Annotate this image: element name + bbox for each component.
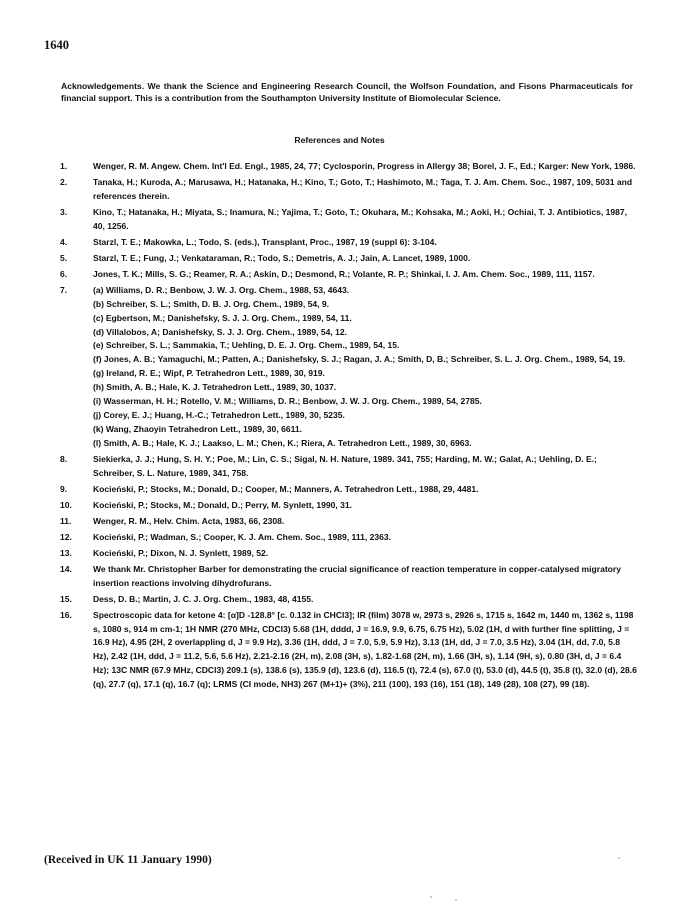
acknowledgements-paragraph <box>61 81 633 104</box>
reference-item <box>60 206 638 234</box>
reference-item <box>60 483 638 497</box>
reference-item <box>60 563 638 591</box>
reference-item <box>60 176 638 204</box>
acknowledgements-text: We thank the Science and Engineering Research Council, the Wolfson Foundation, and Fisons Pharmaceuticals for financial support. This is a contribution from the Southampton University Institute of Biomolecular Science. <box>61 81 633 103</box>
reference-text: Kocieński, P.; Stocks, M.; Donald, D.; Perry, M. Synlett, 1990, 31. <box>93 499 353 510</box>
reference-number: 6. <box>60 268 68 279</box>
reference-number: 1. <box>60 161 68 171</box>
acknowledgements-heading: Acknowledgements. <box>61 81 145 91</box>
reference-item <box>60 499 638 513</box>
reference-text: (l) Smith, A. B.; Hale, K. J.; Laakso, L. M.; Chen, K.; Riera, A. Tetrahedron Lett., 1989, 30, 6963. <box>93 437 472 448</box>
reference-number: 9. <box>60 483 68 494</box>
received-date: (Received in UK 11 January 1990) <box>44 854 212 866</box>
reference-text: (e) Schreiber, S. L.; Sammakia, T.; Uehling, D. E. J. Org. Chem., 1989, 54, 15. <box>93 340 400 351</box>
reference-item <box>60 593 638 607</box>
reference-text: Kino, T.; Hatanaka, H.; Miyata, S.; Inamura, N.; Yajima, T.; Goto, T.; Okuhara, M.; Kohsaka, M.; Aoki, H.; Ochiai, T. J. Antibiotics, 1987, 40, 1256. <box>93 206 627 231</box>
reference-number: 12. <box>60 531 72 542</box>
reference-item <box>60 515 638 529</box>
reference-text: (k) Wang, Zhaoyin Tetrahedron Lett., 1989, 30, 6611. <box>93 423 302 434</box>
reference-item <box>60 268 638 282</box>
scan-speck <box>618 857 620 859</box>
reference-item <box>60 252 638 266</box>
reference-number: 13. <box>60 547 72 558</box>
reference-text: Starzl, T. E.; Makowka, L.; Todo, S. (eds.), Transplant, Proc., 1987, 19 (suppl 6): 3-104. <box>93 236 437 247</box>
reference-item <box>60 547 638 561</box>
reference-text: Dess, D. B.; Martin, J. C. J. Org. Chem., 1983, 48, 4155. <box>93 593 314 604</box>
page-number: 1640 <box>44 38 69 52</box>
reference-number: 8. <box>60 453 68 464</box>
reference-number: 11. <box>60 515 72 526</box>
reference-text: (d) Villalobos, A; Danishefsky, S. J. J. Org. Chem., 1989, 54, 12. <box>93 326 347 337</box>
reference-text: Jones, T. K.; Mills, S. G.; Reamer, R. A.; Askin, D.; Desmond, R.; Volante, R. P.; Shinkai, I. J. Am. Chem. Soc., 1989, 111, 1157. <box>93 268 595 279</box>
reference-text: Tanaka, H.; Kuroda, A.; Marusawa, H.; Hatanaka, H.; Kino, T.; Goto, T.; Hashimoto, M.; Taga, T. J. Am. Chem. Soc., 1987, 109, 5031 and references therein. <box>93 177 633 201</box>
reference-number: 10. <box>60 499 72 510</box>
reference-item <box>60 453 638 481</box>
reference-text: Kocieński, P.; Wadman, S.; Cooper, K. J. Am. Chem. Soc., 1989, 111, 2363. <box>93 531 391 542</box>
reference-number: 15. <box>60 593 72 604</box>
reference-text: (g) Ireland, R. E.; Wipf, P. Tetrahedron Lett., 1989, 30, 919. <box>93 368 325 379</box>
scan-speck <box>455 899 457 901</box>
reference-text: (j) Corey, E. J.; Huang, H.-C.; Tetrahedron Lett., 1989, 30, 5235. <box>93 409 345 420</box>
reference-text: (a) Williams, D. R.; Benbow, J. W. J. Org. Chem., 1988, 53, 4643. <box>93 284 350 295</box>
reference-item <box>60 160 638 174</box>
reference-item <box>60 236 638 250</box>
reference-text: (i) Wasserman, H. H.; Rotello, V. M.; Williams, D. R.; Benbow, J. W. J. Org. Chem., 1989, 54, 2785. <box>93 396 482 407</box>
reference-text: Starzl, T. E.; Fung, J.; Venkataraman, R.; Todo, S.; Demetris, A. J.; Jain, A. Lancet, 1989, 1000. <box>93 252 471 263</box>
reference-number: 5. <box>60 252 68 263</box>
reference-number: 16. <box>60 609 72 620</box>
reference-item <box>60 531 638 545</box>
references-list <box>60 160 638 694</box>
reference-text: Spectroscopic data for ketone 4: [α]D -128.8° [c. 0.132 in CHCl3]; IR (film) 3078 w, 2973 s, 2926 s, 1715 s, 1642 m, 1440 m, 1362 s, 1198 s, 1080 s, 914 m cm-1; 1H NMR (270 MHz, CDCl3) 5.68 (1H, dddd, J = 16.9, 9.9, 6.75, 6.75 Hz), 5.02 (1H, d with further fine splitting, J = 16.9 Hz), 4.95 (2H, 2 overlappling d, J = 9.9 Hz), 3.36 (1H, ddd, J = 7.0, 5.9, 5.9 Hz), 3.13 (1H, dd, J = 7.0, 3.5 Hz), 3.04 (1H, dd, 7.0, 5.8 Hz), 2.42 (1H, ddd, J = 11.2, 5.6, 5.6 Hz), 2.21-2.16 (2H, m), 2.08 (3H, s), 1.82-1.68 (2H, m), 1.66 (3H, s), 1.14 (9H, s), 0.80 (3H, d, J = 6.4 Hz); 13C NMR (67.9 MHz, CDCl3) 209.1 (s), 138.6 (s), 135.9 (d), 123.6 (d), 116.5 (t), 72.4 (s), 67.0 (t), 53.0 (d), 44.5 (t), 35.8 (t), 32.0 (d), 28.6 (q), 27.7 (q), 17.1 (q), 16.7 (q); LRMS (CI mode, NH3) 267 (M+1)+ (3%), 211 (100), 193 (16), 151 (18), 149 (28), 108 (27), 99 (18). <box>93 609 637 690</box>
reference-text: (f) Jones, A. B.; Yamaguchi, M.; Patten, A.; Danishefsky, S. J.; Ragan, J. A.; Smith, D, B.; Schreiber, S. L. J. Org. Chem., 1989, 54, 19. <box>93 354 626 365</box>
reference-text: (h) Smith, A. B.; Hale, K. J. Tetrahedron Lett., 1989, 30, 1037. <box>93 382 337 393</box>
reference-number: 3. <box>60 206 68 217</box>
reference-text: Kocieński, P.; Dixon, N. J. Synlett, 1989, 52. <box>93 547 269 558</box>
reference-text: We thank Mr. Christopher Barber for demonstrating the crucial significance of reaction temperature in copper-catalysed migratory insertion reactions involving dihydrofurans. <box>93 563 621 588</box>
reference-text: (c) Egbertson, M.; Danishefsky, S. J. J. Org. Chem., 1989, 54, 11. <box>93 312 352 323</box>
reference-text: (b) Schreiber, S. L.; Smith, D. B. J. Org. Chem., 1989, 54, 9. <box>93 298 330 309</box>
reference-number: 7. <box>60 284 68 295</box>
reference-number: 2. <box>60 177 68 187</box>
reference-text: Wenger, R. M. Angew. Chem. Int'l Ed. Engl., 1985, 24, 77; Cyclosporin, Progress in Allergy 38; Borel, J. F., Ed.; Karger: New York, 1986. <box>93 161 636 171</box>
reference-item <box>60 284 638 451</box>
reference-number: 4. <box>60 236 68 247</box>
reference-text: Kocieński, P.; Stocks, M.; Donald, D.; Cooper, M.; Manners, A. Tetrahedron Lett., 1988, 29, 4481. <box>93 483 479 494</box>
scan-speck <box>430 896 432 898</box>
reference-text: Siekierka, J. J.; Hung, S. H. Y.; Poe, M.; Lin, C. S.; Sigal, N. H. Nature, 1989. 341, 755; Harding, M. W.; Galat, A.; Uehling, D. E.; Schreiber, S. L. Nature, 1989, 341, 758. <box>93 453 597 478</box>
reference-number: 14. <box>60 563 72 574</box>
reference-text: Wenger, R. M., Helv. Chim. Acta, 1983, 66, 2308. <box>93 515 285 526</box>
reference-item <box>60 609 638 692</box>
references-title: References and Notes <box>294 135 385 145</box>
